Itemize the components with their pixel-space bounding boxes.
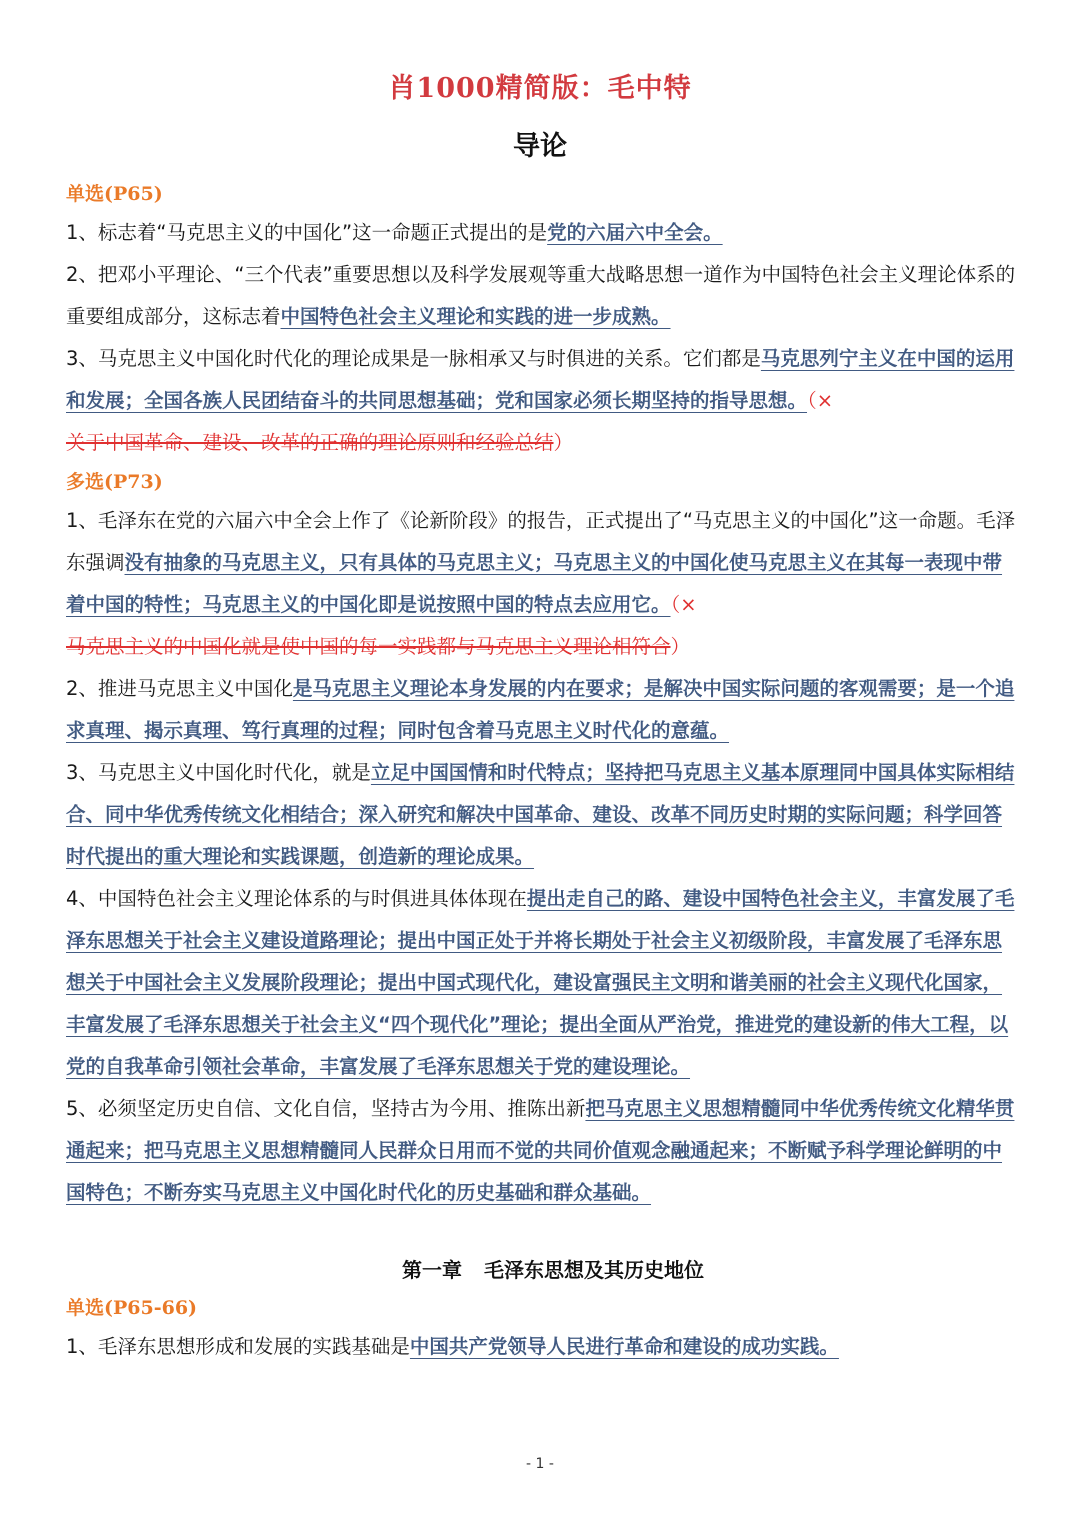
question-item: 2、把邓小平理论、“三个代表”重要思想以及科学发展观等重大战略思想一道作为中国特色社会主义理论体系的重要组成部分，这标志着中国特色社会主义理论和实践的进一步成熟。 — [66, 263, 1016, 328]
page-number: - 1 - — [526, 1456, 554, 1472]
wrong-option-text: 关于中国革命、建设、改革的正确的理论原则和经验总结 — [66, 431, 554, 454]
answer-text: 党的六届六中全会。 — [547, 221, 723, 244]
document-title: 肖1000精简版：毛中特 — [388, 73, 692, 104]
answer-text: 把马克思主义思想精髓同中华优秀传统文化精华贯通起来；把马克思主义思想精髓同人民群众日用而不觉的共同价值观念融通起来；不断赋予科学理论鲜明的中国特色；不断夯实马克思主义中国化时代化的历史基础和群众基础。 — [66, 1097, 1015, 1204]
wrong-option-note: （× 马克思主义的中国化就是使中国的每一实践都与马克思主义理论相符合） — [66, 593, 697, 658]
document-body — [66, 176, 1016, 1368]
question-item: 1、毛泽东在党的六届六中全会上作了《论新阶段》的报告，正式提出了“马克思主义的中国化”这一命题。毛泽东强调没有抽象的马克思主义，只有具体的马克思主义；马克思主义的中国化使马克思主义在其每一表现中带着中国的特性；马克思主义的中国化即是说按照中国的特点去应用它。（× 马克思主义的中国化就是使中国的每一实践都与马克思主义理论相符合） — [66, 509, 1016, 658]
wrong-option-note: （× 关于中国革命、建设、改革的正确的理论原则和经验总结） — [66, 389, 834, 454]
section-title: 导论 — [513, 131, 567, 162]
single-choice-label: 单选(P65-66) — [66, 1297, 198, 1319]
answer-text: 马克思列宁主义在中国的运用和发展；全国各族人民团结奋斗的共同思想基础；党和国家必须长期坚持的指导思想。 — [66, 347, 1015, 412]
question-item: 2、推进马克思主义中国化是马克思主义理论本身发展的内在要求；是解决中国实际问题的客观需要；是一个追求真理、揭示真理、笃行真理的过程；同时包含着马克思主义时代化的意蕴。 — [66, 677, 1015, 742]
chapter-title: 毛泽东思想及其历史地位 — [484, 1258, 704, 1282]
answer-text: 中国特色社会主义理论和实践的进一步成熟。 — [280, 305, 671, 328]
question-item: 5、必须坚定历史自信、文化自信，坚持古为今用、推陈出新把马克思主义思想精髓同中华优秀传统文化精华贯通起来；把马克思主义思想精髓同人民群众日用而不觉的共同价值观念融通起来；不断赋予科学理论鲜明的中国特色；不断夯实马克思主义中国化时代化的历史基础和群众基础。 — [66, 1097, 1015, 1204]
question-item: 1、毛泽东思想形成和发展的实践基础是中国共产党领导人民进行革命和建设的成功实践。 — [66, 1335, 839, 1358]
answer-text: 提出走自己的路、建设中国特色社会主义，丰富发展了毛泽东思想关于社会主义建设道路理论；提出中国正处于并将长期处于社会主义初级阶段，丰富发展了毛泽东思想关于中国社会主义发展阶段理论；提出中国式现代化，建设富强民主文明和谐美丽的社会主义现代化国家，丰富发展了毛泽东思想关于社会主义“四个现代化”理论；提出全面从严治党，推进党的建设新的伟大工程，以党的自我革命引领社会革命，丰富发展了毛泽东思想关于党的建设理论。 — [66, 887, 1015, 1078]
answer-text: 立足中国国情和时代特点；坚持把马克思主义基本原理同中国具体实际相结合、同中华优秀传统文化相结合；深入研究和解决中国革命、建设、改革不同历史时期的实际问题；科学回答时代提出的重大理论和实践课题，创造新的理论成果。 — [66, 761, 1015, 868]
multiple-choice-label: 多选(P73) — [66, 471, 163, 493]
single-choice-label: 单选(P65) — [66, 183, 163, 205]
question-item: 4、中国特色社会主义理论体系的与时俱进具体体现在提出走自己的路、建设中国特色社会主义，丰富发展了毛泽东思想关于社会主义建设道路理论；提出中国正处于并将长期处于社会主义初级阶段，丰富发展了毛泽东思想关于中国社会主义发展阶段理论；提出中国式现代化，建设富强民主文明和谐美丽的社会主义现代化国家，丰富发展了毛泽东思想关于社会主义“四个现代化”理论；提出全面从严治党，推进党的建设新的伟大工程，以党的自我革命引领社会革命，丰富发展了毛泽东思想关于党的建设理论。 — [66, 887, 1015, 1078]
question-item: 1、标志着“马克思主义的中国化”这一命题正式提出的是党的六届六中全会。 — [66, 221, 723, 244]
chapter-number: 第一章 — [402, 1258, 462, 1282]
answer-text: 中国共产党领导人民进行革命和建设的成功实践。 — [409, 1335, 839, 1358]
question-item: 3、马克思主义中国化时代化的理论成果是一脉相承又与时俱进的关系。它们都是马克思列宁主义在中国的运用和发展；全国各族人民团结奋斗的共同思想基础；党和国家必须长期坚持的指导思想。（× 关于中国革命、建设、改革的正确的理论原则和经验总结） — [66, 347, 1015, 454]
wrong-option-text: 马克思主义的中国化就是使中国的每一实践都与马克思主义理论相符合 — [66, 635, 671, 658]
question-item: 3、马克思主义中国化时代化，就是立足中国国情和时代特点；坚持把马克思主义基本原理同中国具体实际相结合、同中华优秀传统文化相结合；深入研究和解决中国革命、建设、改革不同历史时期的实际问题；科学回答时代提出的重大理论和实践课题，创造新的理论成果。 — [66, 761, 1015, 868]
chapter-heading — [66, 1250, 1016, 1290]
answer-text: 是马克思主义理论本身发展的内在要求；是解决中国实际问题的客观需要；是一个追求真理、揭示真理、笃行真理的过程；同时包含着马克思主义时代化的意蕴。 — [66, 677, 1015, 742]
answer-text: 没有抽象的马克思主义，只有具体的马克思主义；马克思主义的中国化使马克思主义在其每一表现中带着中国的特性；马克思主义的中国化即是说按照中国的特点去应用它。 — [66, 551, 1003, 616]
